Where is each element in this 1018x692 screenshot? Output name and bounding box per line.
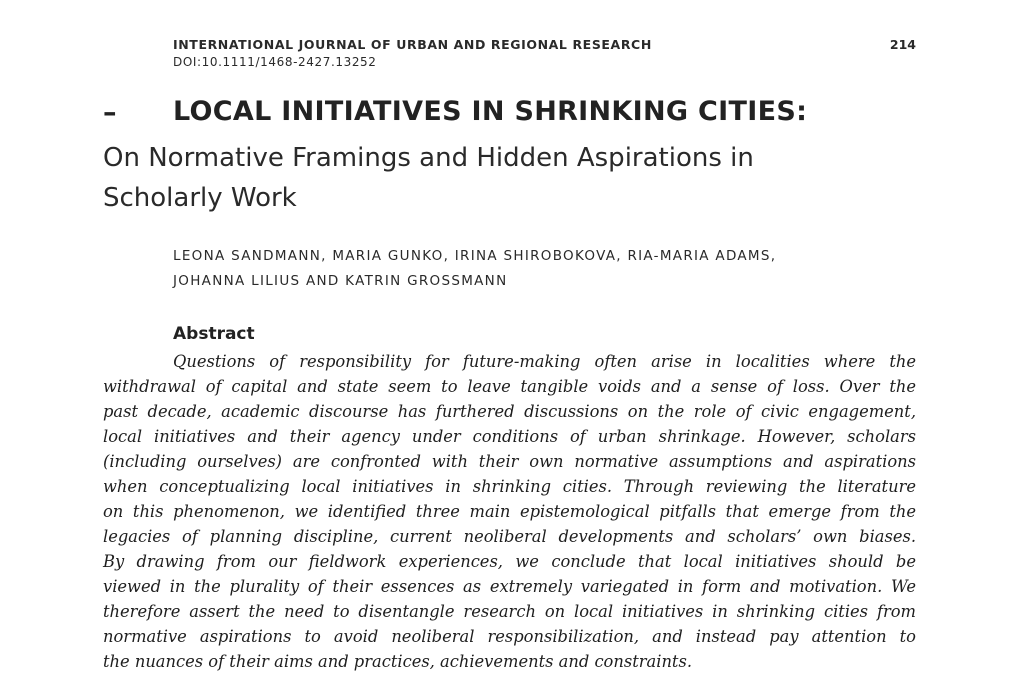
author-list xyxy=(173,244,776,294)
abstract-line: viewed in the plurality of their essences as extremely variegated in form and motivation. We xyxy=(103,577,916,596)
author-line: LEONA SANDMANN, MARIA GUNKO, IRINA SHIROBOKOVA, RIA-MARIA ADAMS, xyxy=(173,248,777,264)
article-subtitle xyxy=(103,138,863,218)
abstract-line: the nuances of their aims and practices, achievements and constraints. xyxy=(103,652,693,671)
abstract-line: normative aspirations to avoid neoliberal responsibilization, and instead pay attention to xyxy=(103,627,916,646)
abstract-line: Questions of responsibility for future-making often arise in localities where the xyxy=(173,352,916,371)
doi-link[interactable]: DOI:10.1111/1468-2427.13252 xyxy=(173,55,377,69)
article-title: LOCAL INITIATIVES IN SHRINKING CITIES: xyxy=(173,96,808,127)
abstract-line: By drawing from our fieldwork experiences, we conclude that local initiatives should be xyxy=(103,552,916,571)
abstract-body xyxy=(103,349,916,674)
subtitle-line: On Normative Framings and Hidden Aspirations in xyxy=(103,143,754,173)
author-line: JOHANNA LILIUS AND KATRIN GROSSMANN xyxy=(173,273,508,289)
abstract-line: therefore assert the need to disentangle research on local initiatives in shrinking cities from xyxy=(103,602,916,621)
subtitle-line: Scholarly Work xyxy=(103,183,297,213)
abstract-line: legacies of planning discipline, current neoliberal developments and scholars’ own biases. xyxy=(103,527,916,546)
page-number: 214 xyxy=(889,37,916,52)
journal-name: INTERNATIONAL JOURNAL OF URBAN AND REGIONAL RESEARCH xyxy=(173,37,652,52)
abstract-line: past decade, academic discourse has furthered discussions on the role of civic engagement, xyxy=(103,402,916,421)
title-dash: – xyxy=(103,97,117,128)
abstract-line: local initiatives and their agency under conditions of urban shrinkage. However, scholars xyxy=(103,427,916,446)
abstract-line: when conceptualizing local initiatives in shrinking cities. Through reviewing the literature xyxy=(103,477,916,496)
abstract-line: withdrawal of capital and state seem to leave tangible voids and a sense of loss. Over the xyxy=(103,377,916,396)
abstract-heading: Abstract xyxy=(173,324,255,344)
abstract-line: (including ourselves) are confronted with their own normative assumptions and aspirations xyxy=(103,452,916,471)
abstract-line: on this phenomenon, we identified three main epistemological pitfalls that emerge from the xyxy=(103,502,916,521)
